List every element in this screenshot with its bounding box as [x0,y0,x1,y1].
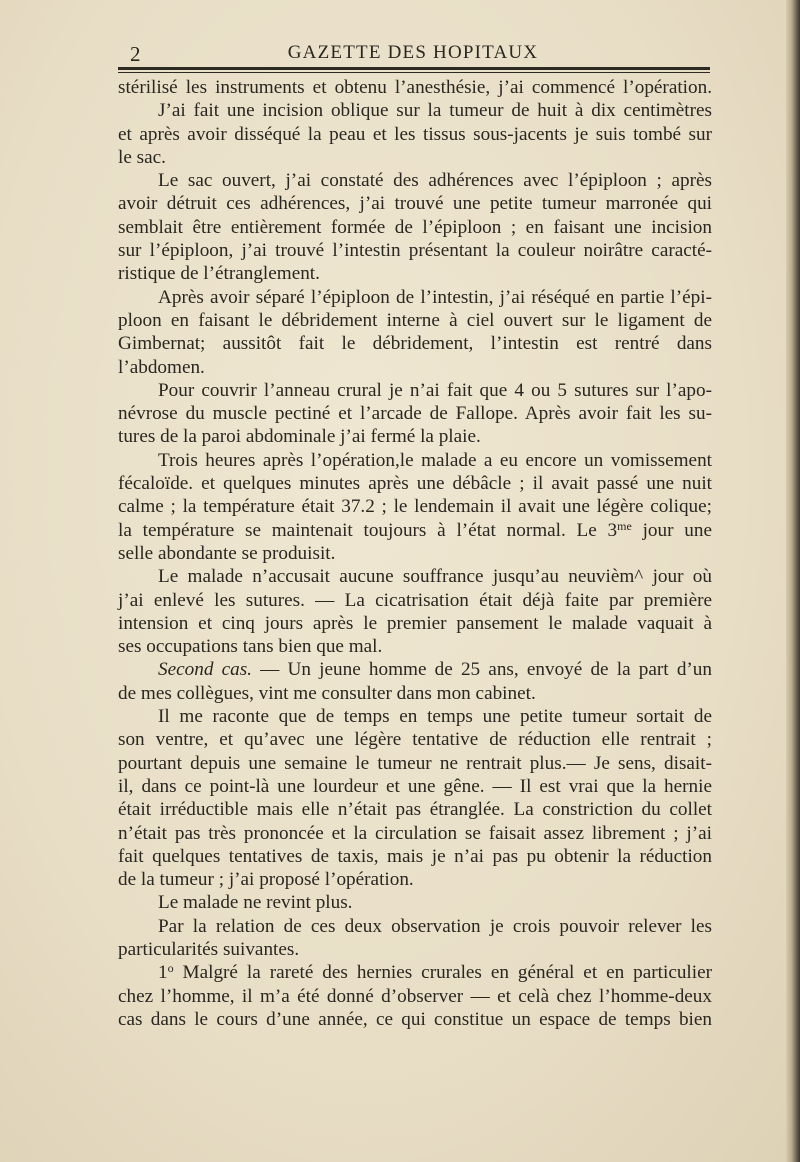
text-line: il, dans ce point-là une lourdeur et une gêne. — Il est vrai que la hernie [118,775,712,797]
text-line: Le sac ouvert, j’ai constaté des adhérences avec l’épiploon ; après [158,170,712,192]
text-line: cas dans le cours d’une année, ce qui constitue un espace de temps bien [118,1008,712,1030]
italic-heading: Second cas. [158,659,252,681]
text-line: fécaloïde. et quelques minutes après une débâcle ; il avait passé une nuit [118,473,712,495]
page-edge-shadow [786,0,800,1162]
text-line: névrose du muscle pectiné et l’arcade de Fallope. Après avoir fait les su- [118,403,712,425]
text-line: semblait être entièrement formée de l’épiploon ; en faisant une incision [118,216,712,238]
text-line: n’était pas très prononcée et la circulation se faisait assez librement ; j’ai [118,822,712,844]
superscript: me [617,518,632,533]
text-segment: Malgré la rareté des hernies crurales en général et en particulier [173,962,712,984]
text-line: son ventre, et qu’avec une légère tentative de réduction elle rentrait ; [118,729,712,751]
text-line: pourtant depuis une semaine le tumeur ne rentrait plus.— Je sens, disait- [118,752,712,774]
text-line: et après avoir disséqué la peau et les tissus sous-jacents je suis tombé sur [118,123,712,145]
text-line: de la tumeur ; j’ai proposé l’opération. [118,869,414,891]
page-number: 2 [130,42,141,66]
text-line: l’abdomen. [118,356,205,378]
text-line: Pour couvrir l’anneau crural je n’ai fait que 4 ou 5 sutures sur l’apo- [158,379,712,401]
text-line: j’ai enlevé les sutures. — La cicatrisation était déjà faite par première [118,589,712,611]
text-line: était irréductible mais elle n’était pas étranglée. La constriction du collet [118,799,712,821]
text-segment: — Un jeune homme de 25 ans, envoyé de la part d’un [251,659,712,681]
superscript: o [167,961,174,976]
text-line: sur l’épiploon, j’ai trouvé l’intestin présentant la couleur noirâtre caracté- [118,240,712,262]
text-line: ploon en faisant le débridement interne à ciel ouvert sur le ligament de [118,309,712,331]
article-body [118,76,712,1031]
header-rule-thin [118,72,710,73]
text-line: le sac. [118,146,166,168]
text-line: Le malade ne revint plus. [158,892,353,914]
text-line: calme ; la température était 37.2 ; le lendemain il avait une légère colique; [118,496,712,518]
text-line: Le malade n’accusait aucune souffrance jusqu’au neuvièm^ jour où [158,566,712,588]
text-line: J’ai fait une incision oblique sur la tumeur de huit à dix centimètres [158,100,712,122]
text-line: stérilisé les instruments et obtenu l’anesthésie, j’ai commencé l’opération. [118,77,712,98]
running-title: GAZETTE DES HOPITAUX [287,42,539,63]
text-line: avoir détruit ces adhérences, j’ai trouvé une petite tumeur marronée qui [118,193,712,215]
text-line: Trois heures après l’opération,le malade a eu encore un vomissement [158,449,712,471]
text-line: fait quelques tentatives de taxis, mais je n’ai pas pu obtenir la réduction [118,845,712,867]
text-line: Il me raconte que de temps en temps une petite tumeur sortait de [158,706,712,728]
text-line: tures de la paroi abdominale j’ai fermé la plaie. [118,426,481,448]
text-segment: jour une [631,519,712,541]
text-line: particularités suivantes. [118,938,300,960]
text-line [118,961,712,984]
text-line: selle abondante se produisit. [118,542,336,564]
text-line [118,658,712,681]
text-segment: la température se maintenait toujours à l’état normal. Le 3 [118,519,618,541]
text-line: de mes collègues, vint me consulter dans mon cabinet. [118,682,536,704]
text-line: ses occupations tans bien que mal. [118,636,383,658]
text-line: Par la relation de ces deux observation je crois pouvoir relever les [158,915,712,937]
text-line: ristique de l’étranglement. [118,263,320,285]
text-line: Après avoir séparé l’épiploon de l’intestin, j’ai réséqué en partie l’épi- [158,286,712,308]
text-line: intension et cinq jours après le premier pansement le malade vaquait à [118,612,712,634]
header-rule-thick [118,67,710,70]
text-line: chez l’homme, il m’a été donné d’observer — et celà chez l’homme-deux [118,985,712,1007]
text-line [118,519,712,542]
text-line: Gimbernat; aussitôt fait le débridement, l’intestin est rentré dans [118,333,712,355]
text-segment: 1 [158,962,168,984]
